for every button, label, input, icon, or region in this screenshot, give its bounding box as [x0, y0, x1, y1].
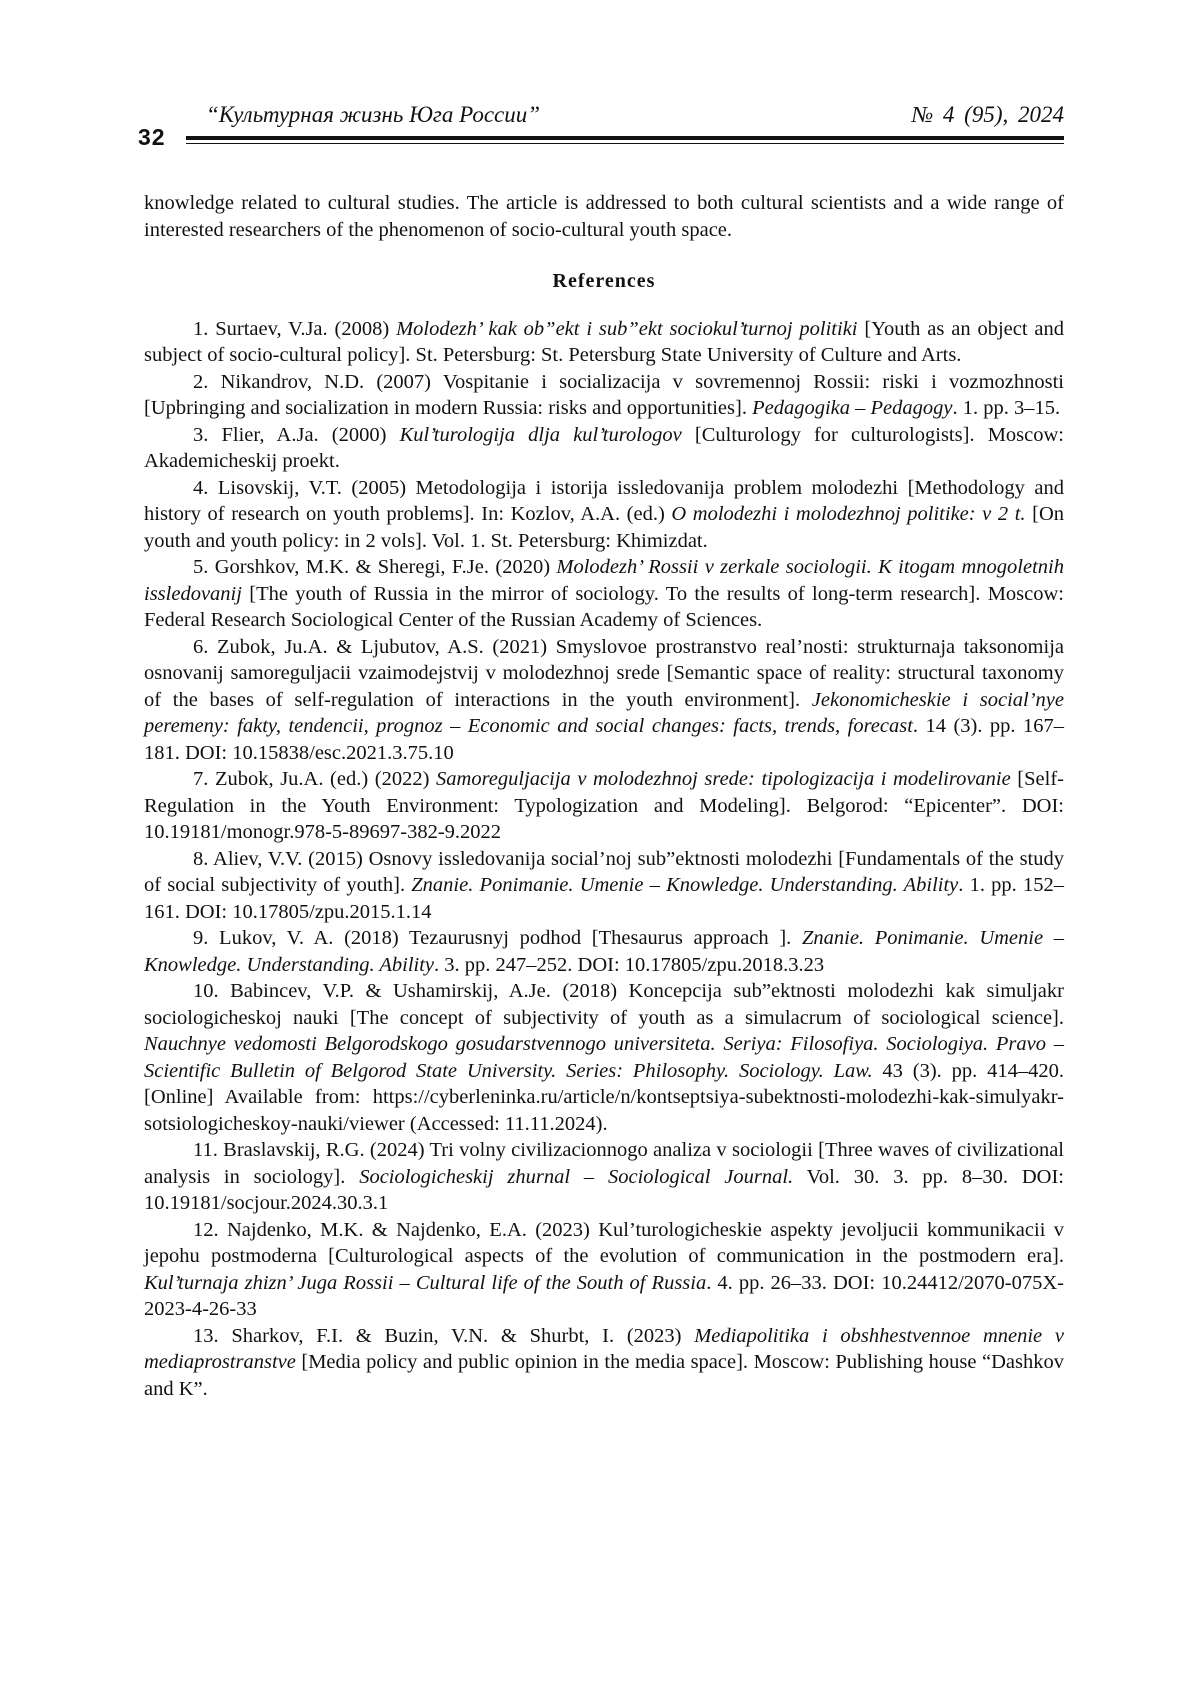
reference-text: Braslavskij, R.G. (2024) Tri volny civilizacionnogo analiza v sociologii [Three waves of civilizational analysis in sociology].: [144, 1139, 1064, 1188]
reference-number: 4.: [193, 477, 208, 499]
reference-text: [Self-Regulation in the Youth Environment: Typologization and Modeling]. Belgorod: “Epicenter”. DOI: 10.19181/monogr.978-5-89697-382-9.2022: [144, 768, 1064, 843]
references-heading: References: [144, 268, 1064, 295]
reference-text: Sharkov, F.I. & Buzin, V.N. & Shurbt, I. (2023): [219, 1325, 695, 1347]
page-number: 32: [138, 124, 166, 151]
reference-number: 1.: [193, 318, 208, 340]
reference-italic: Mediapolitika i obshhestvennoe mnenie v mediaprostranstve: [144, 1325, 1064, 1374]
reference-italic: Nauchnye vedomosti Belgorodskogo gosudarstvennogo universiteta. Seriya: Filosofiya. Sociologiya. Pravo – Scientific Bulletin of Belgorod State University. Series: Philosophy. Sociology. Law.: [144, 1033, 1064, 1082]
header-rule-thin: [186, 143, 1064, 144]
issue-number: № 4 (95), 2024: [911, 102, 1064, 128]
reference-item: [144, 369, 1064, 422]
reference-item: [144, 634, 1064, 767]
reference-text: . 3. pp. 247–252. DOI: 10.17805/zpu.2018.3.23: [434, 954, 824, 976]
reference-item: [144, 1323, 1064, 1403]
reference-item: [144, 766, 1064, 846]
reference-text: [The youth of Russia in the mirror of sociology. To the results of long-term research]. Moscow: Federal Research Sociological Center of the Russian Academy of Sciences.: [144, 583, 1064, 632]
reference-item: [144, 316, 1064, 369]
reference-item: [144, 846, 1064, 926]
reference-text: Gorshkov, M.K. & Sheregi, F.Je. (2020): [208, 556, 556, 578]
reference-text: [Youth as an object and subject of socio-cultural policy]. St. Petersburg: St. Petersburg State University of Culture and Arts.: [144, 318, 1064, 367]
reference-number: 8.: [193, 848, 208, 870]
reference-italic: Jekonomicheskie i social’nye peremeny: fakty, tendencii, prognoz – Economic and social changes: facts, trends, forecast: [144, 689, 1064, 738]
reference-italic: Pedagogika – Pedagogy: [752, 397, 952, 419]
reference-text: . 1. pp. 152–161. DOI: 10.17805/zpu.2015.1.14: [144, 874, 1064, 923]
reference-text: [Media policy and public opinion in the media space]. Moscow: Publishing house “Dashkov and K”.: [144, 1351, 1064, 1400]
reference-italic: Znanie. Ponimanie. Umenie – Knowledge. Understanding. Ability: [411, 874, 958, 896]
reference-text: . 14 (3). pp. 167–181. DOI: 10.15838/esc.2021.3.75.10: [144, 715, 1064, 764]
reference-number: 10.: [193, 980, 219, 1002]
reference-italic: Molodezh’ kak ob”ekt i sub”ekt sociokul’turnoj politiki: [396, 318, 857, 340]
reference-number: 5.: [193, 556, 208, 578]
reference-number: 13.: [193, 1325, 219, 1347]
reference-text: . 4. pp. 26–33. DOI: 10.24412/2070-075X-2023-4-26-33: [144, 1272, 1064, 1321]
reference-number: 12.: [193, 1219, 219, 1241]
reference-text: Zubok, Ju.A. (ed.) (2022): [208, 768, 436, 790]
page-content: [144, 190, 1064, 1402]
reference-text: 43 (3). pp. 414–420. [Online] Available from: https://cyberleninka.ru/article/n/kontseptsiya-subektnosti-molodezhi-kak-simulyakr-sotsiologicheskoy-nauki/viewer (Accessed: 11.11.2024).: [144, 1060, 1064, 1135]
reference-italic: Samoreguljacija v molodezhnoj srede: tipologizacija i modelirovanie: [436, 768, 1011, 790]
reference-item: [144, 422, 1064, 475]
reference-number: 3.: [193, 424, 208, 446]
reference-text: Aliev, V.V. (2015) Osnovy issledovanija social’noj sub”ektnosti molodezhi [Fundamentals of the study of social subjectivity of youth].: [144, 848, 1064, 897]
reference-text: Lukov, V. A. (2018) Tezaurusnyj podhod [Thesaurus approach ].: [208, 927, 802, 949]
reference-text: . 1. pp. 3–15.: [952, 397, 1060, 419]
reference-text: Nikandrov, N.D. (2007) Vospitanie i socializacija v sovremennoj Rossii: riski i vozmozhnosti [Upbringing and socialization in modern Russia: risks and opportunities].: [144, 371, 1064, 420]
reference-list: [144, 316, 1064, 1403]
reference-text: [Culturology for culturologists]. Moscow: Akademicheskij proekt.: [144, 424, 1064, 473]
reference-number: 2.: [193, 371, 208, 393]
intro-paragraph: knowledge related to cultural studies. The article is addressed to both cultural scientists and a wide range of interested researchers of the phenomenon of socio-cultural youth space.: [144, 190, 1064, 243]
reference-number: 7.: [193, 768, 208, 790]
reference-italic: Molodezh’ Rossii v zerkale sociologii. K itogam mnogoletnih issledovanij: [144, 556, 1064, 605]
reference-item: [144, 978, 1064, 1137]
reference-item: [144, 1217, 1064, 1323]
reference-item: [144, 925, 1064, 978]
reference-italic: Znanie. Ponimanie. Umenie – Knowledge. Understanding. Ability: [144, 927, 1064, 976]
reference-text: Surtaev, V.Ja. (2008): [208, 318, 396, 340]
reference-number: 6.: [193, 636, 208, 658]
reference-number: 9.: [193, 927, 208, 949]
reference-text: Lisovskij, V.T. (2005) Metodologija i istorija issledovanija problem molodezhi [Methodology and history of research on youth problems]. In: Kozlov, A.A. (ed.): [144, 477, 1064, 526]
reference-italic: Sociologicheskij zhurnal – Sociological Journal.: [359, 1166, 793, 1188]
reference-italic: Kul’turologija dlja kul’turologov: [400, 424, 682, 446]
journal-title: “Культурная жизнь Юга России”: [206, 102, 540, 128]
reference-item: [144, 475, 1064, 555]
reference-text: Vol. 30. 3. pp. 8–30. DOI: 10.19181/socjour.2024.30.3.1: [144, 1166, 1064, 1215]
reference-text: Babincev, V.P. & Ushamirskij, A.Je. (2018) Koncepcija sub”ektnosti molodezhi kak simuljakr sociologicheskoj nauki [The concept of subjectivity of youth as a simulacrum of sociological science].: [144, 980, 1064, 1029]
header-rule-thick: [186, 136, 1064, 140]
reference-item: [144, 1137, 1064, 1217]
reference-italic: Kul’turnaja zhizn’ Juga Rossii – Cultural life of the South of Russia: [144, 1272, 706, 1294]
reference-text: [On youth and youth policy: in 2 vols]. Vol. 1. St. Petersburg: Khimizdat.: [144, 503, 1064, 552]
reference-text: Zubok, Ju.A. & Ljubutov, A.S. (2021) Smyslovoe prostranstvo real’nosti: strukturnaja taksonomija osnovanij samoreguljacii vzaimodejstvij v molodezhnoj srede [Semantic space of reality: structural taxonomy of the bases of self-regulation of interactions in the youth environment].: [144, 636, 1064, 711]
reference-italic: O molodezhi i molodezhnoj politike: v 2 t.: [671, 503, 1025, 525]
reference-text: Najdenko, M.K. & Najdenko, E.A. (2023) Kul’turologicheskie aspekty jevoljucii kommunikacii v jepohu postmoderna [Culturological aspects of the evolution of communication in the postmodern era].: [144, 1219, 1064, 1268]
reference-number: 11.: [193, 1139, 218, 1161]
reference-text: Flier, A.Ja. (2000): [208, 424, 399, 446]
reference-item: [144, 554, 1064, 634]
